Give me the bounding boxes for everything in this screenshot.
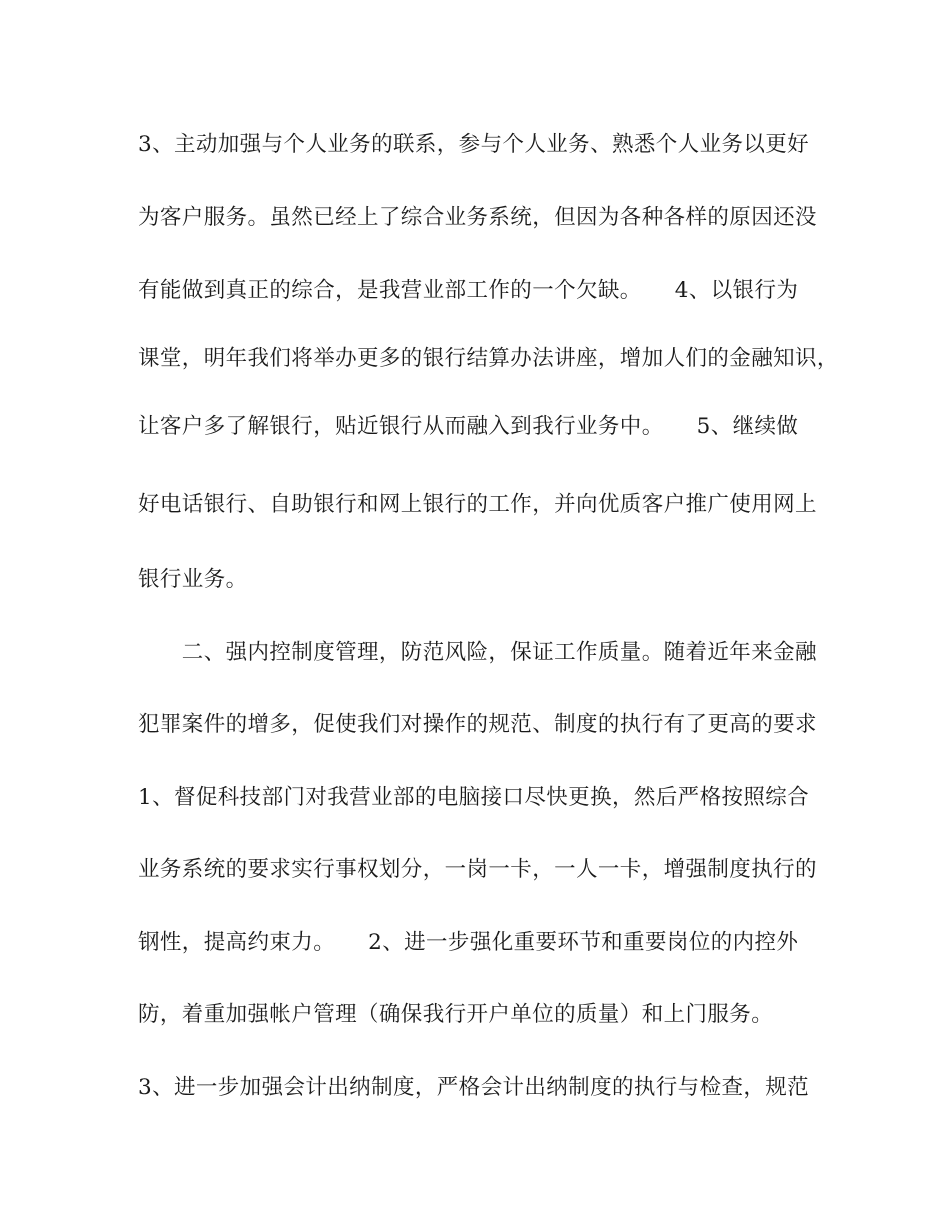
text-line: 1、督促科技部门对我营业部的电脑接口尽快更换，然后严格按照综合 xyxy=(138,785,810,810)
text-line: 好电话银行、自助银行和网上银行的工作，并向优质客户推广使用网上 xyxy=(138,492,817,517)
text-line: 让客户多了解银行，贴近银行从而融入到我行业务中。 5、继续做 xyxy=(138,414,799,439)
text-line: 3、进一步加强会计出纳制度，严格会计出纳制度的执行与检查，规范 xyxy=(138,1075,810,1100)
text-line: 课堂，明年我们将举办更多的银行结算办法讲座，增加人们的金融知识， xyxy=(138,346,839,371)
text-line: 有能做到真正的综合，是我营业部工作的一个欠缺。 4、以银行为 xyxy=(138,278,799,303)
text-line: 钢性，提高约束力。 2、进一步强化重要环节和重要岗位的内控外 xyxy=(138,930,799,955)
text-line: 二、强内控制度管理，防范风险，保证工作质量。随着近年来金融 xyxy=(138,640,817,665)
text-line: 防，着重加强帐户管理（确保我行开户单位的质量）和上门服务。 xyxy=(138,1002,774,1027)
text-line: 3、主动加强与个人业务的联系，参与个人业务、熟悉个人业务以更好 xyxy=(138,132,810,157)
text-line: 银行业务。 xyxy=(138,567,248,592)
text-line: 为客户服务。虽然已经上了综合业务系统，但因为各种各样的原因还没 xyxy=(138,205,817,230)
text-line: 业务系统的要求实行事权划分，一岗一卡，一人一卡，增强制度执行的 xyxy=(138,857,817,882)
text-line: 犯罪案件的增多，促使我们对操作的规范、制度的执行有了更高的要求 xyxy=(138,712,817,737)
